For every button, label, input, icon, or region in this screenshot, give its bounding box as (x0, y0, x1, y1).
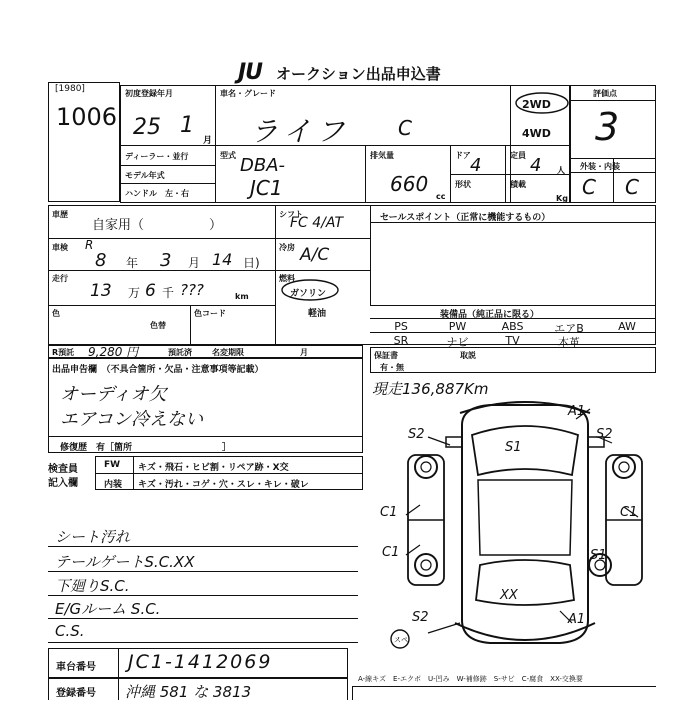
registration-number: 沖縄 581 な 3813 (125, 683, 252, 701)
declaration-line-1: オーディオ欠 (60, 384, 167, 405)
model-label: 型式 (220, 151, 236, 160)
mileage-unit: km (235, 292, 249, 301)
damage-mark: S1 (505, 440, 522, 455)
reg-month: 1 (180, 113, 194, 138)
inspection-note: E/Gルーム S.C. (55, 600, 161, 618)
equipment-item: SR (393, 334, 409, 347)
score-label: 評価点 (593, 89, 617, 98)
usage-label: 車歴 (52, 210, 68, 219)
recycle-deposit: 預託済 (168, 348, 192, 357)
model-value-1: DBA- (240, 155, 286, 176)
reg-year: 25 (133, 115, 161, 140)
chassis-label: 車台番号 (56, 662, 96, 673)
color-label: 色 (52, 309, 60, 318)
color-changed: 色替 (150, 321, 166, 330)
warranty-label: 保証書 (374, 351, 398, 360)
checker-row1: キズ・飛石・ヒビ割・リペア跡・X交 (138, 463, 289, 473)
equipment-item: PS (394, 320, 408, 333)
equipment-item: TV (505, 334, 520, 347)
equipment-item: PW (448, 320, 467, 333)
form-title: オークション出品申込書 (276, 65, 441, 83)
declaration-label: 出品申告欄 （不具合箇所・欠品・注意事項等記載） (52, 365, 264, 375)
checker-label-2: 記入欄 (48, 478, 78, 489)
fuel-label: 燃料 (279, 274, 295, 283)
equipment-item: 本革 (558, 336, 580, 349)
fuel-light-oil: 軽油 (308, 309, 327, 319)
checker-interior: 内装 (104, 480, 123, 490)
load-label: 積載 (510, 180, 526, 189)
inspection-note: シート汚れ (55, 528, 131, 546)
load-unit: Kg (556, 194, 568, 203)
color-code-label: 色コード (194, 309, 226, 318)
damage-mark: C1 (620, 505, 638, 520)
sales-label: セールスポイント（正常に機能するもの） (380, 213, 551, 223)
damage-mark: XX (500, 588, 518, 603)
declaration-line-2: エアコン冷えない (60, 409, 204, 430)
equipment-item: エアB (554, 322, 584, 335)
doors-value: 4 (470, 155, 482, 176)
dealer-label: ディーラー・並行 (125, 152, 189, 161)
lot-number-box (48, 82, 120, 202)
note-underline (48, 618, 358, 619)
equipment-item: ABS (501, 320, 524, 333)
ext-int-label: 外装・内装 (580, 162, 620, 171)
damage-mark: S2 (408, 427, 425, 442)
model-year-label: モデル年式 (125, 171, 165, 180)
inspection-note: テールゲートS.C.XX (55, 553, 195, 571)
reg-date-label: 初度登録年月 (125, 89, 173, 98)
inspection-label: 車検 (52, 243, 68, 252)
inspection-month: 3 (160, 250, 172, 271)
mileage-man: 万 (128, 286, 141, 300)
model-value-2: JC1 (250, 176, 283, 200)
reg-month-unit: 月 (203, 136, 213, 146)
damage-mark: S2 (596, 427, 613, 442)
handle-label: ハンドル 左・右 (125, 189, 189, 198)
checker-fw: FW (104, 460, 121, 470)
mileage-value-1: 13 (90, 281, 112, 301)
mileage-label: 走行 (52, 274, 68, 283)
capacity-value: 4 (530, 155, 542, 176)
inspection-era: R (85, 238, 94, 252)
displacement-unit: cc (436, 192, 446, 201)
shift-value: FC 4/AT (290, 215, 344, 231)
car-name-label: 車名・グレード (220, 89, 276, 98)
checker-label-1: 検査員 (48, 464, 78, 475)
checker-row2: キズ・汚れ・コゲ・穴・スレ・キレ・破レ (138, 480, 309, 490)
usage-value: 自家用（ ） (92, 218, 223, 233)
displacement-value: 660 (390, 172, 429, 196)
odometer-note: 現走136,887Km (372, 380, 489, 398)
damage-mark: C1 (380, 505, 398, 520)
inspection-day-unit: 日) (243, 256, 260, 270)
note-underline (48, 642, 358, 643)
capacity-unit: 人 (557, 166, 565, 175)
equipment-item: ナビ (446, 336, 469, 349)
owner-row (370, 347, 656, 373)
registration-label: 登録番号 (56, 688, 96, 699)
note-underline (48, 595, 358, 596)
mileage-sen: 千 (162, 286, 175, 300)
inspection-month-unit: 月 (188, 256, 201, 270)
recycle-expiry: 名変期限 (212, 348, 244, 357)
shift-label: シフト (279, 210, 303, 219)
inspection-note: 下廻りS.C. (55, 577, 130, 595)
inspection-day: 14 (212, 250, 233, 269)
damage-mark: S1 (590, 548, 607, 563)
shape-label: 形状 (455, 180, 471, 189)
car-name: ライフ (250, 115, 351, 148)
spare-tire-icon (388, 628, 412, 650)
damage-mark: C1 (382, 545, 400, 560)
aircon-value: A/C (300, 245, 330, 265)
damage-mark: A1 (568, 404, 586, 419)
doors-label: ドア (455, 151, 471, 160)
exterior-grade: C (582, 175, 596, 199)
year-tag: [1980] (55, 84, 85, 94)
drive-circle-mark (512, 90, 572, 116)
recycle-label: R預託 (52, 348, 75, 357)
recycle-value: 9,280 円 (88, 345, 139, 359)
mileage-value-3: ??? (180, 281, 204, 299)
note-underline (48, 546, 358, 547)
damage-legend: A-線キズ E-エクボ U-凹み W-補修跡 S-サビ C-腐食 XX-交換要 (358, 675, 583, 683)
note-underline (48, 571, 358, 572)
auction-logo: JU (238, 60, 263, 85)
svg-text:スペ: スペ (394, 636, 408, 644)
score-value: 3 (595, 105, 620, 149)
drive-2wd: 2WD (522, 98, 551, 111)
recycle-month: 月 (300, 348, 308, 357)
inspection-note: C.S. (55, 622, 85, 640)
equipment-label: 装備品（純正品に限る） (440, 310, 540, 320)
inspection-year-unit: 年 (126, 256, 139, 270)
damage-mark: A1 (568, 612, 586, 627)
warranty-has: 有・無 (380, 363, 404, 372)
inspection-year: 8 (95, 250, 107, 271)
mileage-value-2: 6 (145, 281, 156, 301)
drive-4wd: 4WD (522, 127, 551, 140)
fuel-gasoline: ガソリン (290, 289, 327, 299)
equipment-item: AW (618, 320, 636, 333)
capacity-label: 定員 (510, 151, 526, 160)
displacement-label: 排気量 (370, 151, 394, 160)
car-grade: C (398, 116, 412, 140)
interior-grade: C (625, 175, 639, 199)
aircon-label: 冷房 (279, 243, 295, 252)
damage-mark: S2 (412, 610, 429, 625)
repair-history-label: 修復歴 有［箇所 ］ (60, 443, 232, 453)
chassis-number: JC1-1412069 (128, 651, 273, 673)
manual-label: 取説 (460, 351, 476, 360)
fuel-circle-mark (280, 278, 340, 302)
lot-number: 1006 (56, 103, 118, 131)
